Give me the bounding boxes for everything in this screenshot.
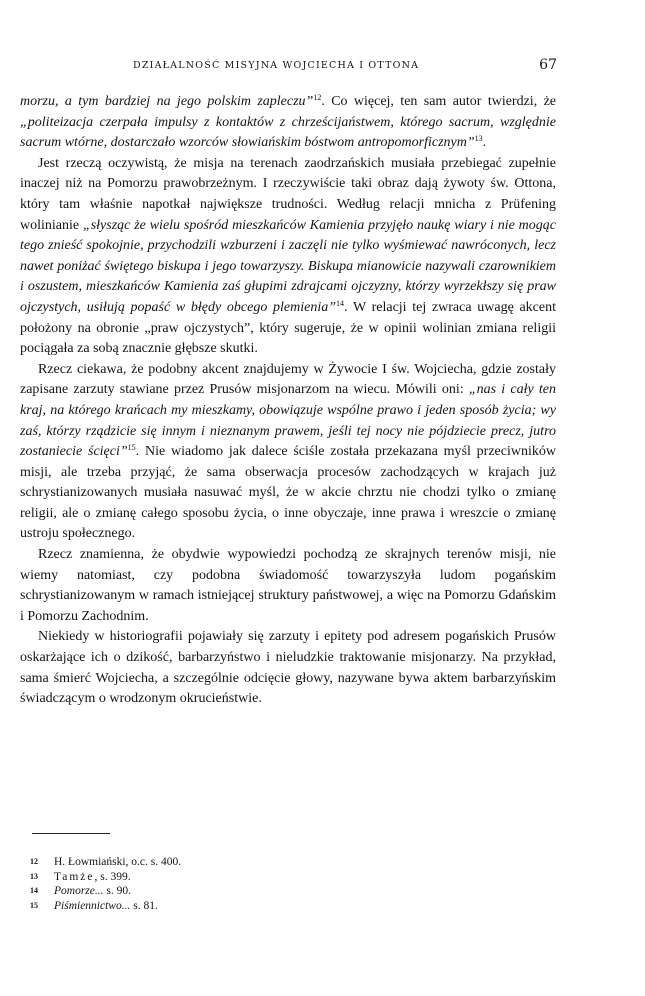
text-run: H. Łowmiański, o.c. s. 400. — [54, 856, 182, 868]
text-run: s. 81. — [130, 899, 158, 912]
text-run: Niekiedy w historiografii pojawiały się zarzuty i epitety pod adresem pogańskich Prusów oskarżające ich o dzikość, barbarzyństwo i nieludzkie traktowanie misjonarzy. Na przykład, sama śmierć Wojciecha, a szczególnie odcięcie głowy, nazywane bywa aktem barbarzyńskim świadczącym o wrodzonym okrucieństwie. — [20, 629, 556, 707]
text-run: Rzecz ciekawa, że podobny akcent znajdujemy w Żywocie I św. Wojciecha, gdzie zostały zapisane zarzuty stawiane przez Prusów misjonarzom na wiecu. Mówili oni: — [20, 361, 556, 398]
footnote-ref: 12 — [313, 93, 322, 102]
italic-text: Pomorze... — [54, 885, 104, 898]
italic-text: „słysząc że wielu spośród mieszkańców Kamienia przyjęło naukę wiary i nie mogąc tego znieść spokojnie, przychodzili wzburzeni i zaczęli nie tylko wyśmiewać nawróconych, lecz nawet poniżać świętego biskupa i jego towarzyszy. Biskupa mianowicie nazywali czarownikiem i oszustem, mieszkańców Kamienia zaś głupimi zdrajcami ojczyzny, którzy wyrzekłszy się praw ojczystych, usiłują popaść w błędy obcego plemienia” — [20, 217, 556, 315]
text-run: . W relacji tej zwraca uwagę akcent położony na obronie „praw ojczystych”, który sugeruje, że w opinii wolinian zmiana religii pociągała za sobą znacznie głębsze skutki. — [20, 299, 557, 357]
text-run: . Nie wiadomo jak dalece ściśle została przekazana myśl przeciwników misji, ale trzeba przyjąć, że sama obserwacja procesów zachodzących w krajach już schrystianizowanych musiała nasuwać myśl, że w akcie chrztu nie chodzi tylko o zmianę religii, ale o zmianę całego sposobu życia, o inne obyczaje, inne prawa i wreszcie o zmianę ustroju społecznego. — [20, 444, 556, 542]
footnote-number: 12 — [30, 857, 38, 866]
italic-text: „politeizacja czerpała impulsy z kontaktów z chrześcijaństwem, którego sacrum, względnie sacrum wtórne, dostarczało wzorców słowiańskim bóstwom antropomorficznym” — [20, 114, 556, 151]
footnote — [30, 899, 510, 914]
footnote-number: 13 — [30, 871, 38, 881]
text-run: . — [482, 135, 487, 151]
footnote-number: 15 — [30, 900, 38, 910]
text-run: , s. 399. — [94, 870, 131, 883]
paragraph — [20, 360, 556, 545]
running-title: DZIAŁALNOŚĆ MISYJNA WOJCIECHA I OTTONA — [133, 60, 420, 71]
italic-text: morzu, a tym bardziej na jego polskim zapleczu” — [20, 94, 314, 109]
text-run: Jest rzeczą oczywistą, że misja na terenach zaodrzańskich musiała przebiegać zupełnie inaczej niż na Pomorzu prawobrzeżnym. I rzeczywiście taki obraz dają żywoty św. Ottona, który tam właśnie napotkał największe trudności. Według relacji mnicha z Prüfening wolinianie — [20, 155, 556, 233]
footnote-text — [54, 870, 131, 885]
paragraph — [20, 92, 556, 154]
footnote-ref: 13 — [474, 134, 483, 144]
italic-text: Piśmiennictwo... — [54, 899, 131, 912]
footnote-text — [54, 884, 131, 899]
footnote — [30, 855, 510, 870]
footnote — [30, 870, 510, 885]
footnote-text — [54, 855, 181, 870]
footnotes — [30, 855, 510, 913]
italic-text: „nas i cały ten kraj, na którego krańcach my mieszkamy, obowiązuje wspólne prawo i jeden sposób życia; wy zaś, którzy rządzicie się innym i nieznanym prawem, jeśli tej nocy nie pójdziecie precz, jutro zostaniecie ścięci” — [20, 382, 557, 460]
text-run: Tamże — [54, 870, 95, 883]
footnote — [30, 884, 510, 899]
footnote-separator — [32, 833, 110, 834]
footnote-ref: 14 — [336, 298, 345, 308]
page-number: 67 — [539, 57, 557, 73]
text-run: s. 90. — [103, 885, 131, 898]
footnote-number: 14 — [30, 886, 38, 896]
paragraph — [20, 545, 556, 627]
paragraph — [20, 627, 556, 709]
paragraph — [20, 154, 556, 360]
text-run: . Co więcej, ten sam autor twierdzi, że — [321, 94, 556, 109]
text-run: Rzecz znamienna, że obydwie wypowiedzi pochodzą ze skrajnych terenów misji, nie wiemy natomiast, czy podobna świadomość towarzyszyła ludom pogańskim schrystianizowanym w ramach istniejącej struktury państwowej, a więc na Pomorzu Gdańskim i Pomorzu Zachodnim. — [20, 547, 556, 624]
footnote-text — [54, 899, 158, 914]
footnote-ref: 15 — [127, 443, 136, 453]
body-text — [20, 92, 556, 710]
